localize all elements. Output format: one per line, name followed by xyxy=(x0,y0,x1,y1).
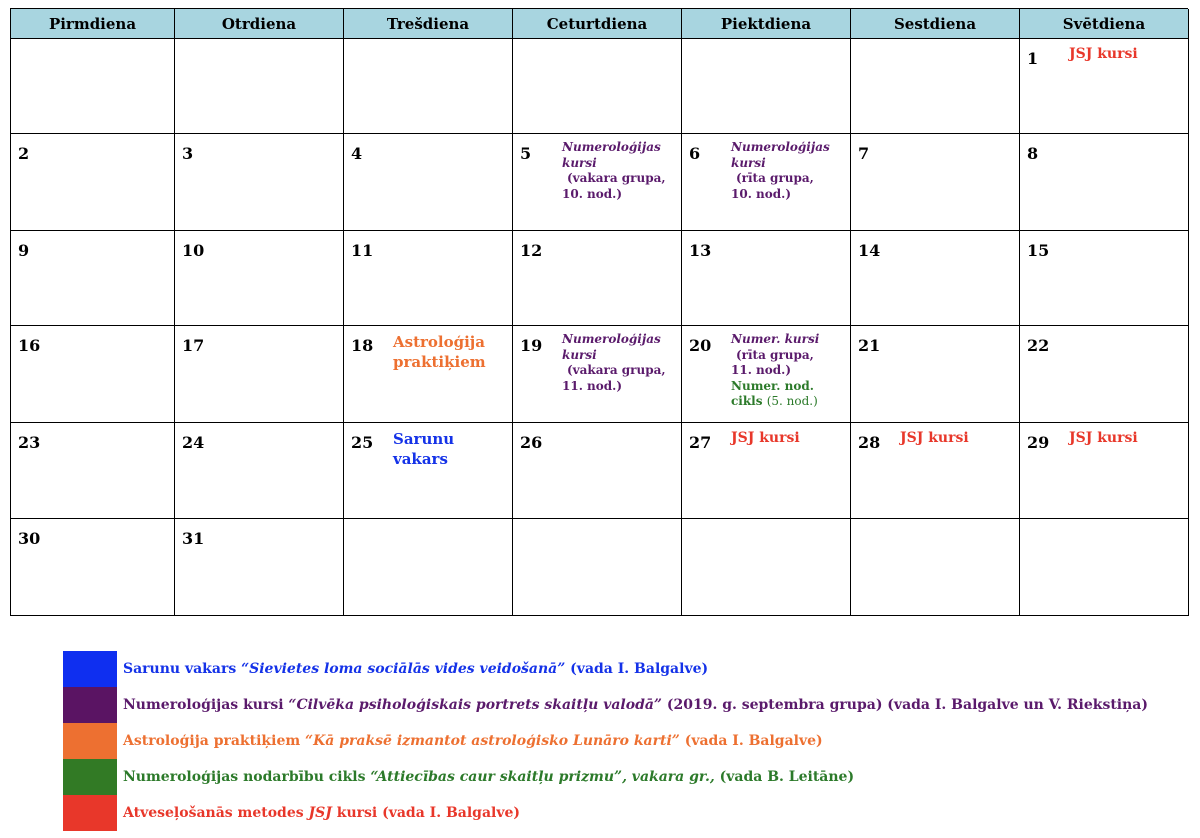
day-number: 2 xyxy=(18,144,30,163)
event-numerologija-kursi xyxy=(562,332,666,394)
event-line: Numeroloģijas xyxy=(562,332,661,346)
legend-title: JSJ xyxy=(308,805,332,821)
day-number: 15 xyxy=(1027,241,1050,260)
day-number: 4 xyxy=(351,144,363,163)
legend-title: “Sievietes loma sociālās vides veidošanā” xyxy=(241,661,566,677)
event-numerologija-kursi xyxy=(731,140,830,202)
event-line: 10. nod.) xyxy=(562,186,623,201)
day-cell-30[interactable] xyxy=(11,519,175,616)
event-line: (rīta grupa, xyxy=(736,347,814,362)
day-number: 22 xyxy=(1027,336,1050,355)
day-number: 18 xyxy=(351,336,374,355)
event-astrologija-praktikiem xyxy=(393,332,486,373)
day-cell-empty xyxy=(344,39,513,134)
day-cell-20[interactable] xyxy=(682,326,851,423)
day-cell-empty xyxy=(11,39,175,134)
day-cell-11[interactable] xyxy=(344,231,513,326)
day-cell-16[interactable] xyxy=(11,326,175,423)
day-cell-empty xyxy=(513,519,682,616)
legend-title: “Attiecības caur skaitļu prizmu”, vakara gr., xyxy=(370,769,715,785)
day-number: 29 xyxy=(1027,433,1050,452)
day-number: 20 xyxy=(689,336,712,355)
event-line: praktiķiem xyxy=(393,353,486,372)
day-cell-6[interactable] xyxy=(682,134,851,231)
day-number: 9 xyxy=(18,241,30,260)
day-number: 23 xyxy=(18,433,41,452)
day-cell-empty xyxy=(175,39,344,134)
day-number: 17 xyxy=(182,336,205,355)
legend-text xyxy=(123,661,708,677)
legend-text xyxy=(123,733,823,749)
day-number: 7 xyxy=(858,144,870,163)
day-cell-empty xyxy=(344,519,513,616)
calendar-grid xyxy=(10,8,1188,616)
day-cell-22[interactable] xyxy=(1020,326,1189,423)
day-cell-13[interactable] xyxy=(682,231,851,326)
legend-note: (vada I. Balgalve) xyxy=(565,661,709,677)
event-line: 10. nod.) xyxy=(731,186,792,201)
day-number: 14 xyxy=(858,241,881,260)
day-cell-empty xyxy=(851,39,1020,134)
day-number: 1 xyxy=(1027,49,1039,68)
legend-row-sarunu-vakars xyxy=(63,651,1148,687)
legend-label: Numeroloģijas nodarbību cikls xyxy=(123,769,371,785)
legend-text xyxy=(123,697,1148,713)
weekday-header-tuesday: Otrdiena xyxy=(175,9,344,39)
weekday-header-sunday: Svētdiena xyxy=(1020,9,1189,39)
day-cell-9[interactable] xyxy=(11,231,175,326)
event-line-numer-nod-cikls: Numer. nod. xyxy=(731,378,814,393)
event-line: Numeroloģijas xyxy=(731,140,830,154)
legend-color-swatch xyxy=(63,723,117,759)
day-cell-15[interactable] xyxy=(1020,231,1189,326)
day-number: 27 xyxy=(689,433,712,452)
day-cell-31[interactable] xyxy=(175,519,344,616)
day-cell-18[interactable] xyxy=(344,326,513,423)
event-sarunu-vakars xyxy=(393,429,454,470)
event-line: kursi xyxy=(562,347,597,362)
day-number: 28 xyxy=(858,433,881,452)
day-cell-12[interactable] xyxy=(513,231,682,326)
event-text: (5. nod.) xyxy=(766,394,818,409)
legend-row-astrologija-praktikiem xyxy=(63,723,1148,759)
day-cell-27[interactable] xyxy=(682,423,851,519)
day-number: 6 xyxy=(689,144,701,163)
legend-label: Sarunu vakars xyxy=(123,661,242,677)
legend-note: kursi (vada I. Balgalve) xyxy=(331,805,521,821)
day-number: 5 xyxy=(520,144,532,163)
day-cell-3[interactable] xyxy=(175,134,344,231)
event-line: Numer. kursi xyxy=(731,332,820,346)
legend-text xyxy=(123,769,854,785)
day-number: 19 xyxy=(520,336,543,355)
event-line-numer-nod-cikls xyxy=(731,394,819,410)
event-jsj-kursi: JSJ kursi xyxy=(900,430,969,446)
day-cell-28[interactable] xyxy=(851,423,1020,519)
weekday-header-wednesday: Trešdiena xyxy=(344,9,513,39)
event-jsj-kursi: JSJ kursi xyxy=(1069,430,1138,446)
day-number: 11 xyxy=(351,241,374,260)
day-cell-8[interactable] xyxy=(1020,134,1189,231)
day-cell-29[interactable] xyxy=(1020,423,1189,519)
legend-row-numerologija-cikls xyxy=(63,759,1148,795)
day-number: 3 xyxy=(182,144,194,163)
event-line: kursi xyxy=(562,155,597,170)
day-cell-2[interactable] xyxy=(11,134,175,231)
day-cell-10[interactable] xyxy=(175,231,344,326)
legend-row-numerologija-kursi xyxy=(63,687,1148,723)
event-line: (vakara grupa, xyxy=(567,171,666,186)
weekday-header-monday: Pirmdiena xyxy=(11,9,175,39)
day-cell-23[interactable] xyxy=(11,423,175,519)
event-numerologija-kursi xyxy=(731,332,819,410)
event-text: cikls xyxy=(731,394,763,409)
event-line: (vakara grupa, xyxy=(567,363,666,378)
legend-text xyxy=(123,805,520,821)
day-number: 16 xyxy=(18,336,41,355)
day-cell-empty xyxy=(682,519,851,616)
legend-label: Astroloģija praktiķiem xyxy=(123,733,306,749)
legend-note: (2019. g. septembra grupa) (vada I. Balgalve un V. Riekstiņa) xyxy=(661,697,1148,713)
day-number: 26 xyxy=(520,433,543,452)
legend-title: “Kā praksē izmantot astroloģisko Lunāro karti” xyxy=(305,733,680,749)
day-number: 8 xyxy=(1027,144,1039,163)
weekday-header-friday: Piektdiena xyxy=(682,9,851,39)
day-cell-empty xyxy=(1020,519,1189,616)
event-numerologija-kursi xyxy=(562,140,666,202)
legend-color-swatch xyxy=(63,651,117,687)
day-cell-4[interactable] xyxy=(344,134,513,231)
weekday-header-saturday: Sestdiena xyxy=(851,9,1020,39)
event-line: 11. nod.) xyxy=(731,363,792,378)
day-cell-25[interactable] xyxy=(344,423,513,519)
day-cell-7[interactable] xyxy=(851,134,1020,231)
day-cell-empty xyxy=(513,39,682,134)
event-line: Astroloģija xyxy=(393,333,485,351)
day-cell-empty xyxy=(851,519,1020,616)
day-cell-5[interactable] xyxy=(513,134,682,231)
event-jsj-kursi: JSJ kursi xyxy=(1069,46,1138,62)
day-number: 10 xyxy=(182,241,205,260)
legend-row-jsj-kursi xyxy=(63,795,1148,831)
legend-title: “Cilvēka psiholoģiskais portrets skaitļu valodā” xyxy=(288,697,662,713)
event-line: 11. nod.) xyxy=(562,378,623,393)
day-number: 24 xyxy=(182,433,205,452)
legend-note: (vada B. Leitāne) xyxy=(714,769,855,785)
day-cell-1[interactable] xyxy=(1020,39,1189,134)
day-number: 30 xyxy=(18,529,41,548)
event-line: vakars xyxy=(393,450,448,469)
day-cell-24[interactable] xyxy=(175,423,344,519)
weekday-header-thursday: Ceturtdiena xyxy=(513,9,682,39)
event-line: Numeroloģijas xyxy=(562,140,661,154)
day-cell-19[interactable] xyxy=(513,326,682,423)
legend-note: (vada I. Balgalve) xyxy=(679,733,823,749)
legend-color-swatch xyxy=(63,759,117,795)
day-number: 13 xyxy=(689,241,712,260)
day-number: 12 xyxy=(520,241,543,260)
legend-color-swatch xyxy=(63,687,117,723)
legend-label: Numeroloģijas kursi xyxy=(123,697,289,713)
legend-label: Atveseļošanās metodes xyxy=(123,805,309,821)
day-number: 25 xyxy=(351,433,374,452)
event-line: Sarunu xyxy=(393,430,455,448)
event-line: (rīta grupa, xyxy=(736,171,814,186)
day-cell-14[interactable] xyxy=(851,231,1020,326)
day-cell-empty xyxy=(682,39,851,134)
day-cell-21[interactable] xyxy=(851,326,1020,423)
legend-color-swatch xyxy=(63,795,117,831)
day-number: 21 xyxy=(858,336,881,355)
day-number: 31 xyxy=(182,529,205,548)
legend xyxy=(63,651,1148,831)
event-line: kursi xyxy=(731,155,766,170)
event-jsj-kursi: JSJ kursi xyxy=(731,430,800,446)
day-cell-17[interactable] xyxy=(175,326,344,423)
day-cell-26[interactable] xyxy=(513,423,682,519)
